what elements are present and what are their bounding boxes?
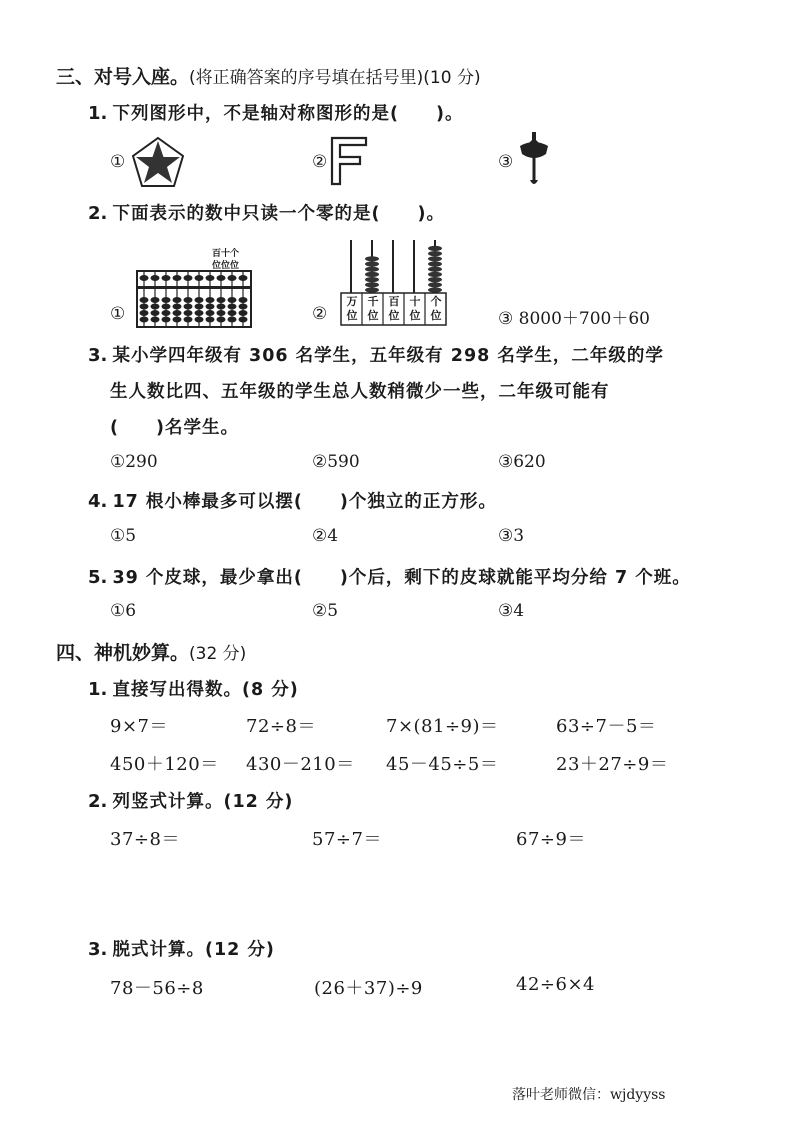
- equation: 63÷7－5＝: [556, 716, 657, 737]
- vertical-calc-item: 67÷9＝: [516, 829, 586, 850]
- vertical-calc-item: 37÷8＝: [110, 829, 180, 850]
- question-5: [88, 564, 691, 589]
- section-4-heading: [56, 638, 246, 665]
- equation: 7×(81÷9)＝: [386, 716, 499, 737]
- part-3-heading: [88, 936, 275, 961]
- equation: 72÷8＝: [246, 716, 316, 737]
- question-text: 下列图形中，不是轴对称图形的是( )。: [112, 104, 464, 124]
- question-number: 1.: [88, 103, 108, 124]
- q5-option-1: ①6: [110, 601, 137, 621]
- letter-f-icon: [330, 136, 370, 186]
- step-calc-item: 78－56÷8: [110, 978, 204, 999]
- q3-option-2: ②590: [312, 452, 360, 472]
- q2-option-1-label: ①: [110, 304, 126, 324]
- q3-option-1: ①290: [110, 452, 158, 472]
- q4-option-3: ③3: [498, 526, 525, 546]
- section-4-title: 四、神机妙算。: [56, 642, 190, 664]
- equation: 45－45÷5＝: [386, 754, 499, 775]
- question-text-line-3: ( )名学生。: [110, 418, 239, 438]
- q4-option-2: ②4: [312, 526, 339, 546]
- question-4: [88, 488, 497, 513]
- spinning-top-icon: [516, 132, 552, 188]
- q1-option-2-label: ②: [312, 152, 328, 172]
- q3-option-3: ③620: [498, 452, 546, 472]
- question-1: [88, 100, 463, 125]
- q5-option-2: ②5: [312, 601, 339, 621]
- part-number: 3.: [88, 939, 108, 960]
- part-number: 2.: [88, 791, 108, 812]
- section-3-title: 三、对号入座。: [56, 66, 190, 88]
- question-text-line-1: 某小学四年级有 306 名学生，五年级有 298 名学生，二年级的学: [112, 346, 664, 366]
- equation: 9×7＝: [110, 716, 168, 737]
- q5-option-3: ③4: [498, 601, 525, 621]
- q1-option-3-label: ③: [498, 152, 514, 172]
- question-number: 3.: [88, 345, 108, 366]
- part-text: 列竖式计算。(12 分): [112, 792, 294, 812]
- part-2-heading: [88, 788, 293, 813]
- question-text: 39 个皮球，最少拿出( )个后，剩下的皮球就能平均分给 7 个班。: [112, 568, 691, 588]
- section-3-heading: [56, 62, 481, 89]
- label-bai: 百 位: [388, 295, 400, 322]
- question-number: 4.: [88, 491, 108, 512]
- step-calc-item: 42÷6×4: [516, 974, 595, 995]
- part-text: 脱式计算。(12 分): [112, 940, 275, 960]
- question-text-line-2: 生人数比四、五年级的学生总人数稍微少一些，二年级可能有: [110, 382, 610, 402]
- label-qian: 千 位: [367, 295, 379, 322]
- section-3-note: (将正确答案的序号填在括号里)(10 分): [189, 68, 481, 88]
- question-text: 下面表示的数中只读一个零的是( )。: [112, 204, 445, 224]
- question-3: [88, 342, 664, 367]
- equation: 23＋27÷9＝: [556, 754, 669, 775]
- star-in-pentagon-icon: [130, 136, 186, 188]
- abacus-image: [136, 270, 252, 328]
- abacus-place-labels-top: 百十个: [212, 249, 240, 259]
- label-shi: 十 位: [409, 295, 421, 322]
- question-text: 17 根小棒最多可以摆( )个独立的正方形。: [112, 492, 497, 512]
- part-text: 直接写出得数。(8 分): [112, 680, 299, 700]
- part-number: 1.: [88, 679, 108, 700]
- question-number: 5.: [88, 567, 108, 588]
- equation: 450＋120＝: [110, 754, 219, 775]
- abacus-place-labels-bottom: 位位位: [212, 261, 240, 271]
- step-calc-item: (26＋37)÷9: [314, 978, 423, 999]
- section-4-note: (32 分): [189, 644, 247, 664]
- q1-option-1-label: ①: [110, 152, 126, 172]
- q2-option-2-label: ②: [312, 304, 328, 324]
- question-number: 2.: [88, 203, 108, 224]
- vertical-calc-item: 57÷7＝: [312, 829, 382, 850]
- q2-option-3-label: ③ 8000＋700＋60: [498, 309, 650, 329]
- question-2: [88, 200, 445, 225]
- label-wan: 万 位: [346, 295, 358, 322]
- label-ge: 个 位: [430, 295, 442, 322]
- footer-contact: 落叶老师微信：wjdyyss: [512, 1087, 666, 1103]
- equation: 430－210＝: [246, 754, 355, 775]
- part-1-heading: [88, 676, 299, 701]
- q4-option-1: ①5: [110, 526, 137, 546]
